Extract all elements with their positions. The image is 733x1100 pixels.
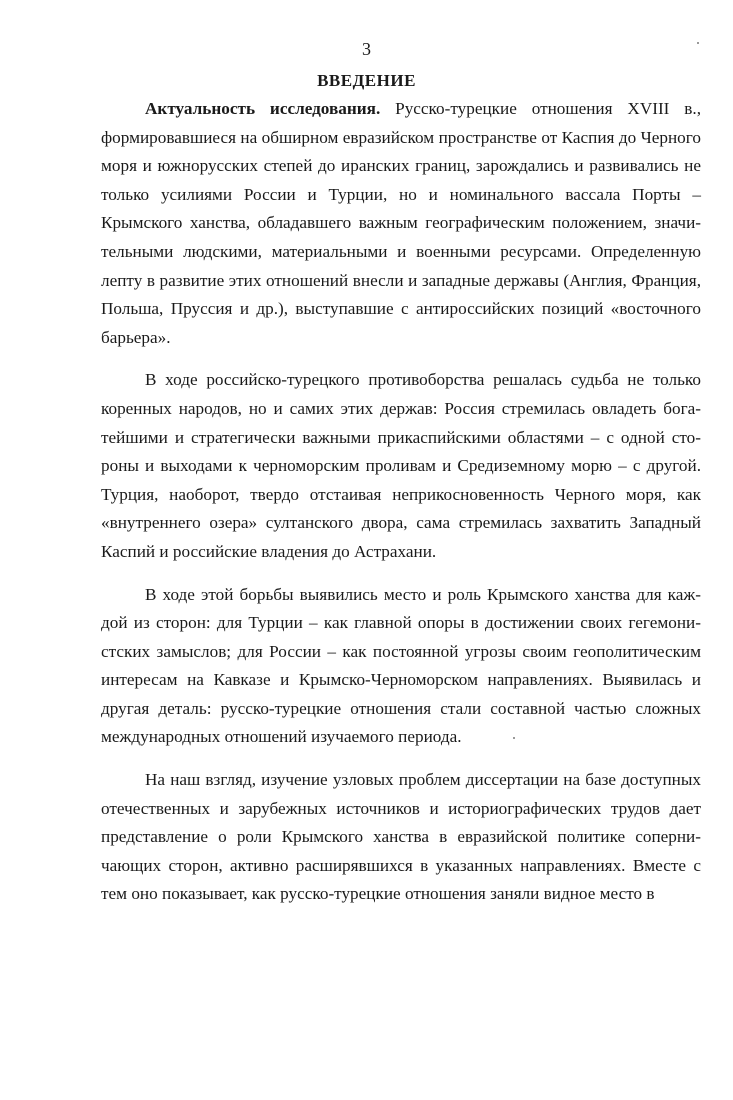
body-text <box>101 95 701 923</box>
section-title: ВВЕДЕНИЕ <box>317 71 416 90</box>
paragraph-crimean-role: В ходе этой борьбы выявились место и роль Крымского ханства для каждой из сторон: для Турции – как главной опоры в достижении своих гегемонистских замыслов; для России – как постоянной угрозы своим геополитическим интересам на Кавказе и Крымско-Черноморском направлениях. Выявилась и другая деталь: русско-турецкие отношения стали составной частью сложных международных отношений изучаемого периода. <box>101 584 701 747</box>
paragraph-confrontation: В ходе российско-турецкого противоборства решалась судьба не только коренных народов, но и самих этих держав: Россия стремилась овладеть богатейшими и стратегически важными прикаспийскими областями – с одной стороны и выходами к черноморским проливам и Средиземному морю – с другой. Турция, наоборот, твердо отстаивая неприкосновенность Черного моря, как «внутреннего озера» султанского двора, сама стремилась захватить Западный Каспий и российские владения до Астрахани. <box>101 370 701 561</box>
paragraph-text: Русско-турецкие отношения XVIII в., формировавшиеся на обширном евразийском пространстве от Каспия до Черного моря и южнорусских степей до иранских границ, зарождались и развивались не только усилиями России и Турции, но и номинального вассала Порты – Крымского ханства, обладавшего важным географическим положением, значительными людскими, материальными и военными ресурсами. Определенную лепту в развитие этих отношений внесли и западные державы (Англия, Франция, Польша, Пруссия и др.), выступавшие с антироссийских позиций «восточного барьера». <box>101 99 701 347</box>
scan-speck <box>697 42 699 44</box>
paragraph-research-view: На наш взгляд, изучение узловых проблем диссертации на базе доступных отечественных и зарубежных источников и историографических трудов дает представление о роли Крымского ханства в евразийской политике соперничающих сторон, активно расширявшихся в указанных направлениях. Вместе с тем оно показывает, как русско-турецкие отношения заняли видное место в <box>101 770 701 904</box>
paragraph-lead: Актуальность исследования. <box>145 99 381 118</box>
page-number: 3 <box>362 39 371 59</box>
scan-speck <box>513 737 515 739</box>
paragraph-relevance <box>101 95 701 352</box>
